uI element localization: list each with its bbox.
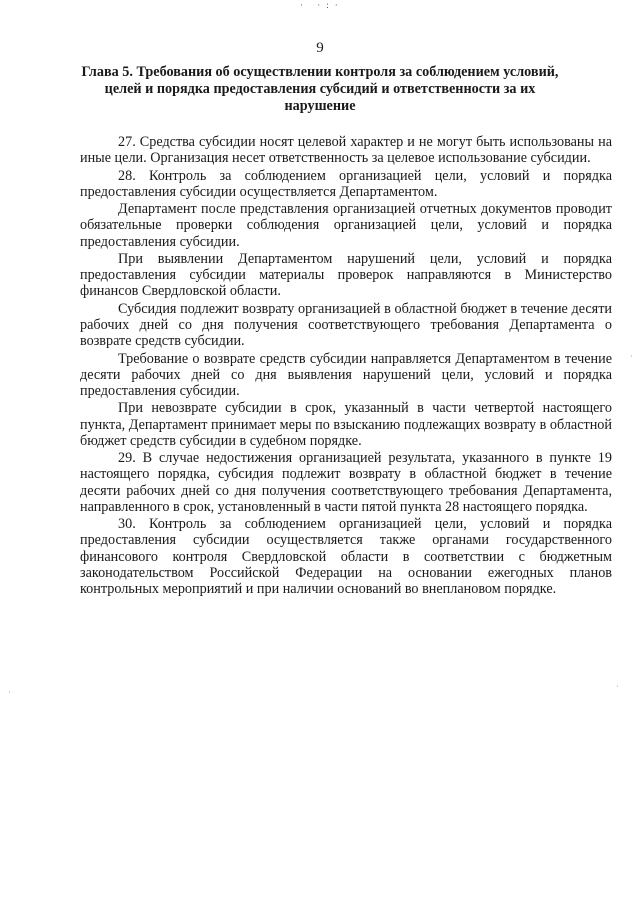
paragraph-30: 30. Контроль за соблюдением организацией цели, условий и порядка предоставления субсидии осуществляется также органами государственного финансового контроля Свердловской области в соответствии с бюджетным законодательством Российской Федерации на основании ежегодных планов контрольных мероприятий и при наличии оснований во внеплановом порядке.	[80, 516, 612, 597]
chapter-title: Глава 5. Требования об осуществлении контроля за соблюдением условий, целей и порядка предоставления субсидий и ответственности за их нарушение	[81, 64, 559, 114]
paragraph-27: 27. Средства субсидии носят целевой характер и не могут быть использованы на иные цели. Организация несет ответственность за целевое использование субсидии.	[80, 134, 612, 167]
paragraph-28-violation: При выявлении Департаментом нарушений цели, условий и порядка предоставления субсидии материалы проверок направляются в Министерство финансов Свердловской области.	[80, 250, 612, 300]
scan-artifact-mark: ·	[8, 688, 11, 697]
scan-artifact-dots: · ·:·	[300, 0, 344, 10]
paragraph-28-inspection: Департамент после представления организацией отчетных документов проводит обязательные проверки соблюдения организацией цели, условий и порядка предоставления субсидии.	[80, 201, 612, 250]
paragraph-28-court: При невозврате субсидии в срок, указанный в части четвертой настоящего пункта, Департамент принимает меры по взысканию подлежащих возврату в областной бюджет средств субсидии в судебном порядке.	[80, 400, 612, 449]
scan-artifact-mark: ·	[630, 352, 633, 361]
paragraph-28-requirement: Требование о возврате средств субсидии направляется Департаментом в течение десяти рабочих дней со дня выявления нарушений цели, условий и порядка предоставления субсидии.	[80, 350, 612, 399]
paragraph-28: 28. Контроль за соблюдением организацией цели, условий и порядка предоставления субсидии осуществляется Департаментом.	[80, 167, 612, 200]
page-number: 9	[316, 40, 324, 56]
scan-artifact-mark: ·	[616, 682, 619, 691]
paragraph-29: 29. В случае недостижения организацией результата, указанного в пункте 19 настоящего порядка, субсидия подлежит возврату в областной бюджет в течение десяти рабочих дней со дня получения соответствующего требования Департамента, направленного в срок, установленный в части пятой пункта 28 настоящего порядка.	[80, 450, 612, 515]
document-body	[80, 134, 612, 598]
paragraph-28-return: Субсидия подлежит возврату организацией в областной бюджет в течение десяти рабочих дней со дня получения соответствующего требования Департамента о возврате средств субсидии.	[80, 300, 612, 350]
